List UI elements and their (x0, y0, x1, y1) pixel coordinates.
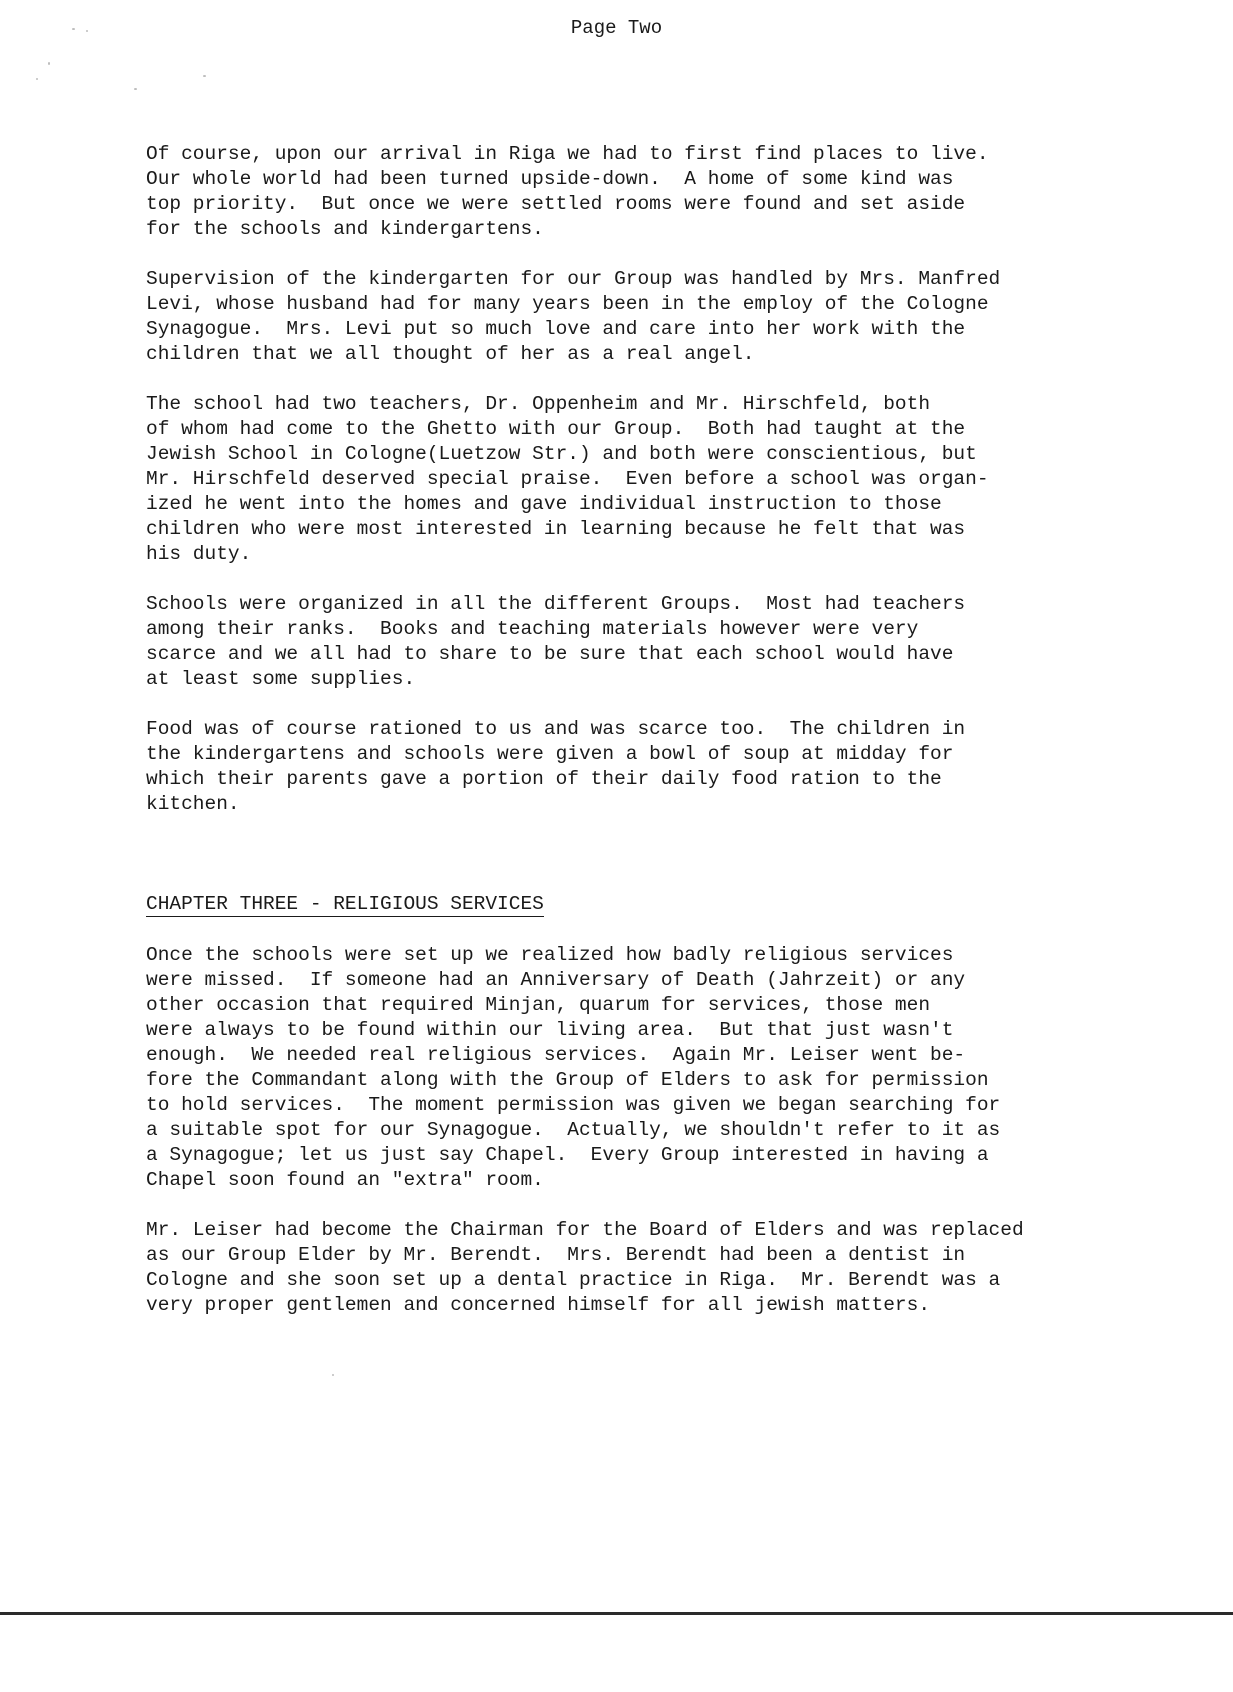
text-line: Supervision of the kindergarten for our Group was handled by Mrs. Manfred (146, 268, 1001, 290)
text-line: Synagogue. Mrs. Levi put so much love and care into her work with the (146, 318, 966, 340)
text-line: Food was of course rationed to us and was scarce too. The children in (146, 718, 966, 740)
paragraph-kindergarten (146, 267, 1146, 367)
text-line: at least some supplies. (146, 668, 416, 690)
scan-speck (134, 88, 137, 90)
text-line: Schools were organized in all the different Groups. Most had teachers (146, 593, 966, 615)
text-line: among their ranks. Books and teaching materials however were very (146, 618, 919, 640)
text-line: scarce and we all had to share to be sure that each school would have (146, 643, 954, 665)
text-line: Jewish School in Cologne(Luetzow Str.) and both were conscientious, but (146, 443, 977, 465)
scan-speck (48, 62, 50, 65)
text-line: the kindergartens and schools were given a bowl of soup at midday for (146, 743, 954, 765)
text-line: Once the schools were set up we realized how badly religious services (146, 944, 954, 966)
paragraph-schools (146, 592, 1146, 692)
text-line: children who were most interested in learning because he felt that was (146, 518, 966, 540)
text-line: were always to be found within our living area. But that just wasn't (146, 1019, 954, 1041)
page-header: Page Two (570, 17, 663, 39)
paragraph-food (146, 717, 1146, 817)
text-line: were missed. If someone had an Anniversary of Death (Jahrzeit) or any (146, 969, 966, 991)
chapter-heading-block (146, 892, 1146, 917)
document-body (146, 142, 1146, 1343)
text-line: for the schools and kindergartens. (146, 218, 544, 240)
text-line: to hold services. The moment permission was given we began searching for (146, 1094, 1001, 1116)
text-line: his duty. (146, 543, 252, 565)
text-line: kitchen. (146, 793, 240, 815)
paragraph-religious-services (146, 943, 1146, 1193)
text-line: as our Group Elder by Mr. Berendt. Mrs. Berendt had been a dentist in (146, 1244, 966, 1266)
text-line: Chapel soon found an "extra" room. (146, 1169, 544, 1191)
text-line: enough. We needed real religious services. Again Mr. Leiser went be- (146, 1044, 966, 1066)
scan-speck (36, 78, 38, 80)
text-line: other occasion that required Minjan, quarum for services, those men (146, 994, 931, 1016)
text-line: Mr. Hirschfeld deserved special praise. Even before a school was organ- (146, 468, 989, 490)
paragraph-teachers (146, 392, 1146, 567)
text-line: children that we all thought of her as a real angel. (146, 343, 755, 365)
text-line: The school had two teachers, Dr. Oppenheim and Mr. Hirschfeld, both (146, 393, 931, 415)
text-line: a suitable spot for our Synagogue. Actually, we shouldn't refer to it as (146, 1119, 1001, 1141)
scan-speck (332, 1374, 334, 1376)
text-line: Our whole world had been turned upside-down. A home of some kind was (146, 168, 954, 190)
text-line: Mr. Leiser had become the Chairman for the Board of Elders and was replaced (146, 1219, 1024, 1241)
text-line: of whom had come to the Ghetto with our Group. Both had taught at the (146, 418, 966, 440)
chapter-heading: CHAPTER THREE - RELIGIOUS SERVICES (146, 893, 544, 915)
text-line: top priority. But once we were settled rooms were found and set aside (146, 193, 966, 215)
text-line: Levi, whose husband had for many years been in the employ of the Cologne (146, 293, 989, 315)
paragraph-arrival (146, 142, 1146, 242)
paragraph-group-elder (146, 1218, 1146, 1318)
scan-bottom-edge (0, 1612, 1233, 1615)
text-line: fore the Commandant along with the Group of Elders to ask for permission (146, 1069, 989, 1091)
scan-speck (203, 75, 206, 77)
text-line: a Synagogue; let us just say Chapel. Every Group interested in having a (146, 1144, 989, 1166)
text-line: ized he went into the homes and gave individual instruction to those (146, 493, 942, 515)
text-line: which their parents gave a portion of their daily food ration to the (146, 768, 942, 790)
text-line: Of course, upon our arrival in Riga we had to first find places to live. (146, 143, 989, 165)
text-line: Cologne and she soon set up a dental practice in Riga. Mr. Berendt was a (146, 1269, 1001, 1291)
text-line: very proper gentlemen and concerned himself for all jewish matters. (146, 1294, 931, 1316)
